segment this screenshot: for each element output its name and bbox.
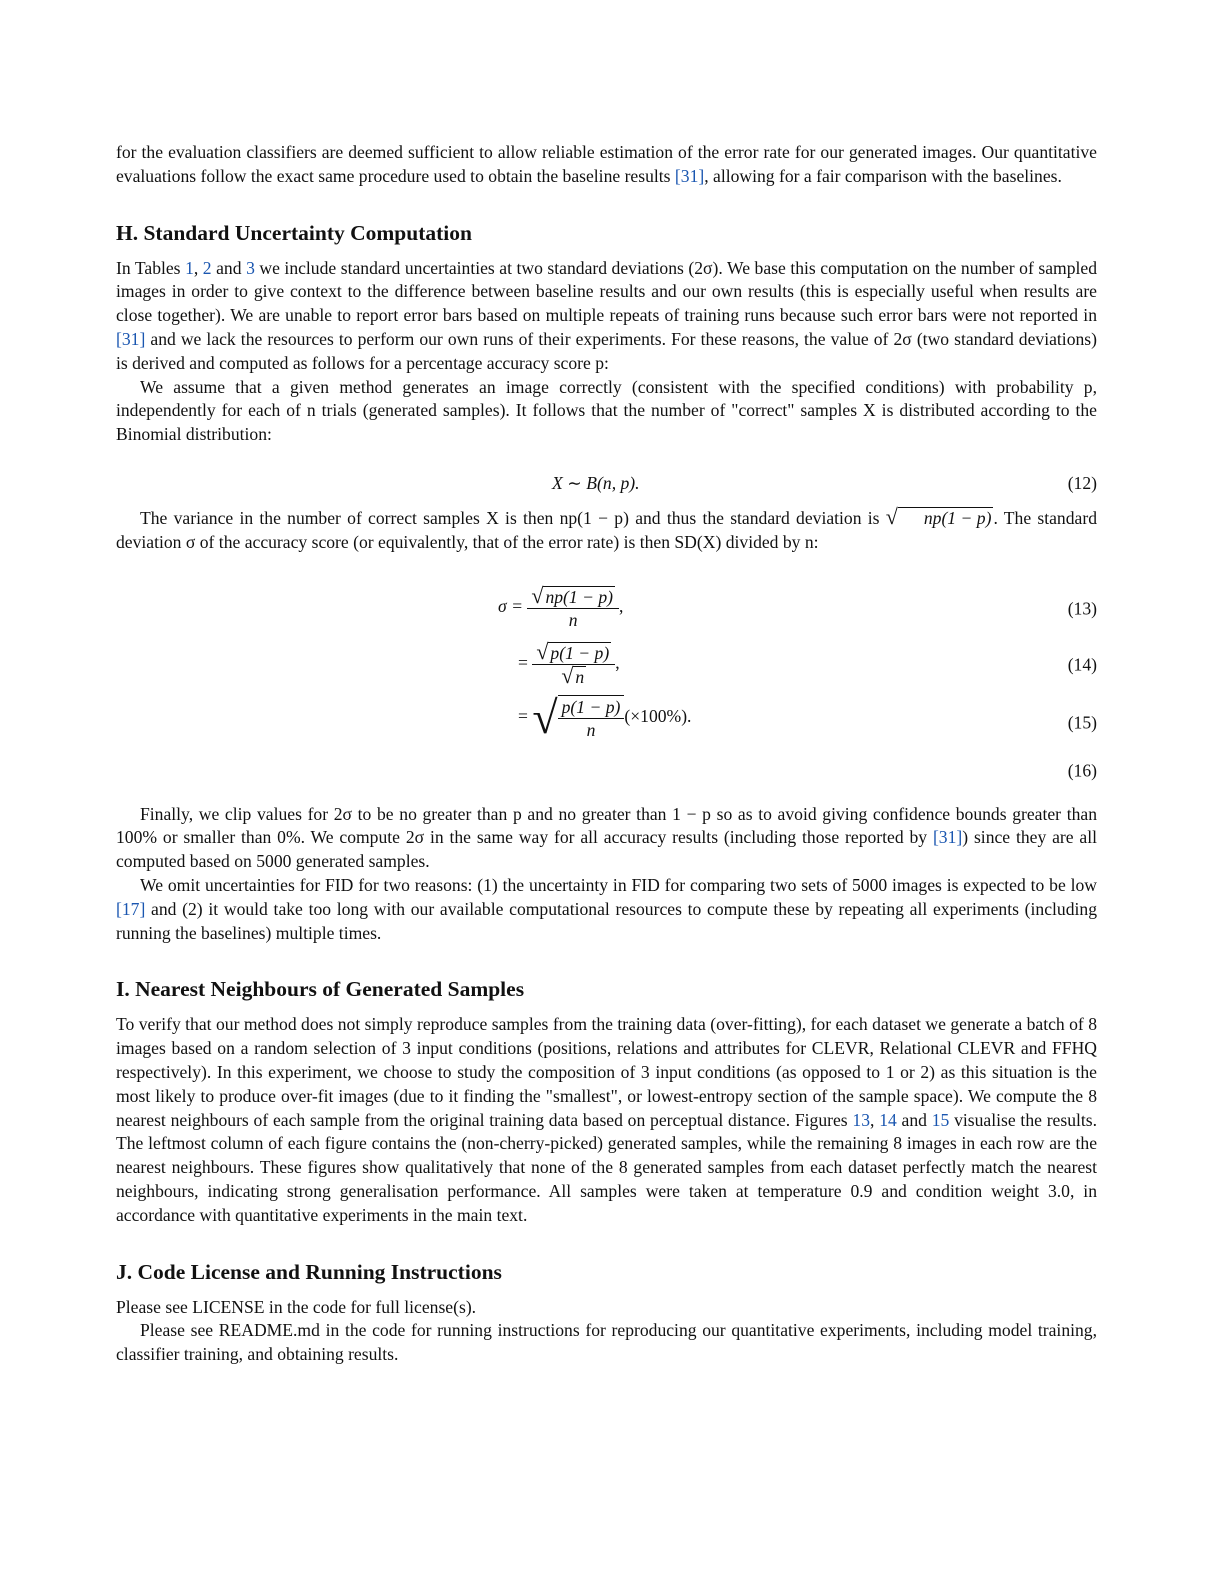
denominator: n xyxy=(586,719,596,740)
equation-body xyxy=(518,691,692,743)
equation-number: (15) xyxy=(1067,712,1097,733)
section-i-paragraph-1 xyxy=(116,1013,1097,1227)
top-paragraph xyxy=(116,141,1097,189)
equation-number: (14) xyxy=(1067,654,1097,675)
text: ) since they are all computed based on 5000 generated samples. xyxy=(116,827,1097,872)
numerator xyxy=(527,582,619,609)
equation-13 xyxy=(116,581,1097,637)
section-j-paragraph-2: Please see README.md in the code for running instructions for reproducing our quantitative experiments, including model training, classifier training, and obtaining results. xyxy=(116,1320,1097,1365)
equation-16 xyxy=(116,753,1097,789)
equation-tail: (×100%). xyxy=(624,705,692,726)
section-h-paragraph-5 xyxy=(116,874,1097,945)
section-j-paragraph-1: Please see LICENSE in the code for full license(s). xyxy=(116,1296,477,1317)
text: we include standard uncertainties at two standard deviations (2σ). We base this computation on the number of sampled images in order to give context to the difference between baseline results and our own results (this is especially useful when results are close together). We are unable to report error bars based on multiple repeats of training runs because such error bars were not reported in xyxy=(116,257,1097,326)
text: In Tables xyxy=(116,257,186,278)
equation-block xyxy=(116,581,1097,789)
figure-link-14[interactable]: 14 xyxy=(879,1109,897,1130)
numerator: p(1 − p) xyxy=(558,696,625,719)
page-content xyxy=(116,141,1097,1367)
fraction xyxy=(532,638,615,688)
sqrt-sign: √ xyxy=(885,503,898,529)
sqrt-content: np(1 − p) xyxy=(545,586,614,607)
fraction xyxy=(527,582,619,631)
section-j-title: J. Code License and Running Instructions xyxy=(116,1259,502,1284)
section-h-paragraph-3 xyxy=(116,505,1097,555)
equation-tail: , xyxy=(615,652,620,673)
text: and we lack the resources to perform our own runs of their experiments. For these reasons, the value of 2σ (two standard deviations) is derived and computed as follows for a percentage accuracy score p: xyxy=(116,328,1097,373)
numerator xyxy=(532,638,615,665)
sqrt-content: n xyxy=(575,666,585,687)
equation-lhs: = xyxy=(518,652,528,673)
denominator xyxy=(532,662,615,688)
figure-link-13[interactable]: 13 xyxy=(852,1109,871,1130)
table-link-1[interactable]: 1 xyxy=(185,257,194,278)
text: We omit uncertainties for FID for two reasons: (1) the uncertainty in FID for comparing two sets of 5000 images is expected to be low xyxy=(140,874,1097,895)
text: , xyxy=(870,1109,880,1130)
section-h-paragraph-4 xyxy=(116,803,1097,874)
equation-lhs: = xyxy=(518,705,528,726)
section-h-paragraph-2: We assume that a given method generates an image correctly (consistent with the specified conditions) with probability p, independently for each of n trials (generated samples). It follows that the number of "correct" samples X is distributed according to the Binomial distribution: xyxy=(116,376,1097,445)
section-h-title: H. Standard Uncertainty Computation xyxy=(116,220,472,245)
equation-body xyxy=(518,638,620,688)
equation-number: (12) xyxy=(1067,472,1097,493)
citation-link[interactable]: [31] xyxy=(116,328,146,349)
citation-link[interactable]: [31] xyxy=(932,827,963,848)
section-i-title: I. Nearest Neighbours of Generated Samples xyxy=(116,977,525,1002)
sqrt-content: np(1 − p) xyxy=(898,507,994,528)
text: . The standard deviation σ of the accuracy score (or equivalently, that of the error rate) is then SD(X) divided by n: xyxy=(116,507,1097,552)
text: To verify that our method does not simply reproduce samples from the training data (over-fitting), for each dataset we generate a batch of 8 images based on a random selection of 3 input conditions (positions, relations and attributes for CLEVR, Relational CLEVR and FFHQ respectively). In this experiment, we choose to study the composition of 3 input conditions (as opposed to 1 or 2) as this situation is the most likely to produce over-fit images (due to it finding the "smallest", or lowest-entropy section of the sample space). We compute the 8 nearest neighbours of each sample from the original training data based on perceptual distance. Figures xyxy=(116,1014,1097,1130)
text: , xyxy=(193,257,203,278)
equation-12 xyxy=(116,471,1097,495)
equation-lhs: σ = xyxy=(498,595,523,616)
text: The variance in the number of correct samples X is then np(1 − p) and thus the standard deviation is xyxy=(140,507,886,528)
text: for the evaluation classifiers are deemed sufficient to allow reliable estimation of the error rate for our generated images. Our quantitative evaluations follow the exact same procedure used to obtain the baseline results xyxy=(116,142,1097,186)
sqrt-sign: √ xyxy=(536,638,549,664)
sqrt-sign: √ xyxy=(561,662,574,688)
figure-link-15[interactable]: 15 xyxy=(931,1109,950,1130)
citation-link[interactable]: [17] xyxy=(116,898,146,919)
equation-number: (13) xyxy=(1067,598,1097,619)
equation-14 xyxy=(116,637,1097,693)
equation-body xyxy=(498,582,624,631)
text: , allowing for a fair comparison with the baselines. xyxy=(704,165,1062,186)
equation-body: X ∼ B(n, p). xyxy=(552,472,640,493)
text: Finally, we clip values for 2σ to be no greater than p and no greater than 1 − p so as to avoid giving confidence bounds greater than 100% or smaller than 0%. We compute 2σ in the same way for all accuracy results (including those reported by xyxy=(116,803,1097,848)
sqrt-content xyxy=(558,695,625,741)
table-link-2[interactable]: 2 xyxy=(202,257,212,278)
sqrt-sign: √ xyxy=(531,582,544,608)
equation-tail: , xyxy=(619,595,624,616)
equation-number: (16) xyxy=(1067,760,1097,781)
text: and (2) it would take too long with our available computational resources to compute these by repeating all experiments (including running the baselines) multiple times. xyxy=(116,898,1097,943)
citation-link[interactable]: [31] xyxy=(674,165,705,186)
denominator: n xyxy=(568,609,578,630)
text: and xyxy=(211,257,247,278)
table-link-3[interactable]: 3 xyxy=(246,257,255,278)
section-h-paragraph-1 xyxy=(116,257,1097,376)
fraction xyxy=(558,696,625,741)
text: visualise the results. The leftmost column of each figure contains the (non-cherry-picked) generated samples, while the remaining 8 images in each row are the nearest neighbours. These figures show qualitatively that none of the 8 generated samples from each dataset perfectly match the nearest neighbours, indicating strong generalisation performance. All samples were taken at temperature 0.9 and condition weight 3.0, in accordance with quantitative experiments in the main text. xyxy=(116,1109,1098,1225)
text: and xyxy=(896,1109,932,1130)
sqrt-sign: √ xyxy=(532,691,558,743)
sqrt-content: p(1 − p) xyxy=(550,642,610,663)
equation-15 xyxy=(116,693,1097,753)
